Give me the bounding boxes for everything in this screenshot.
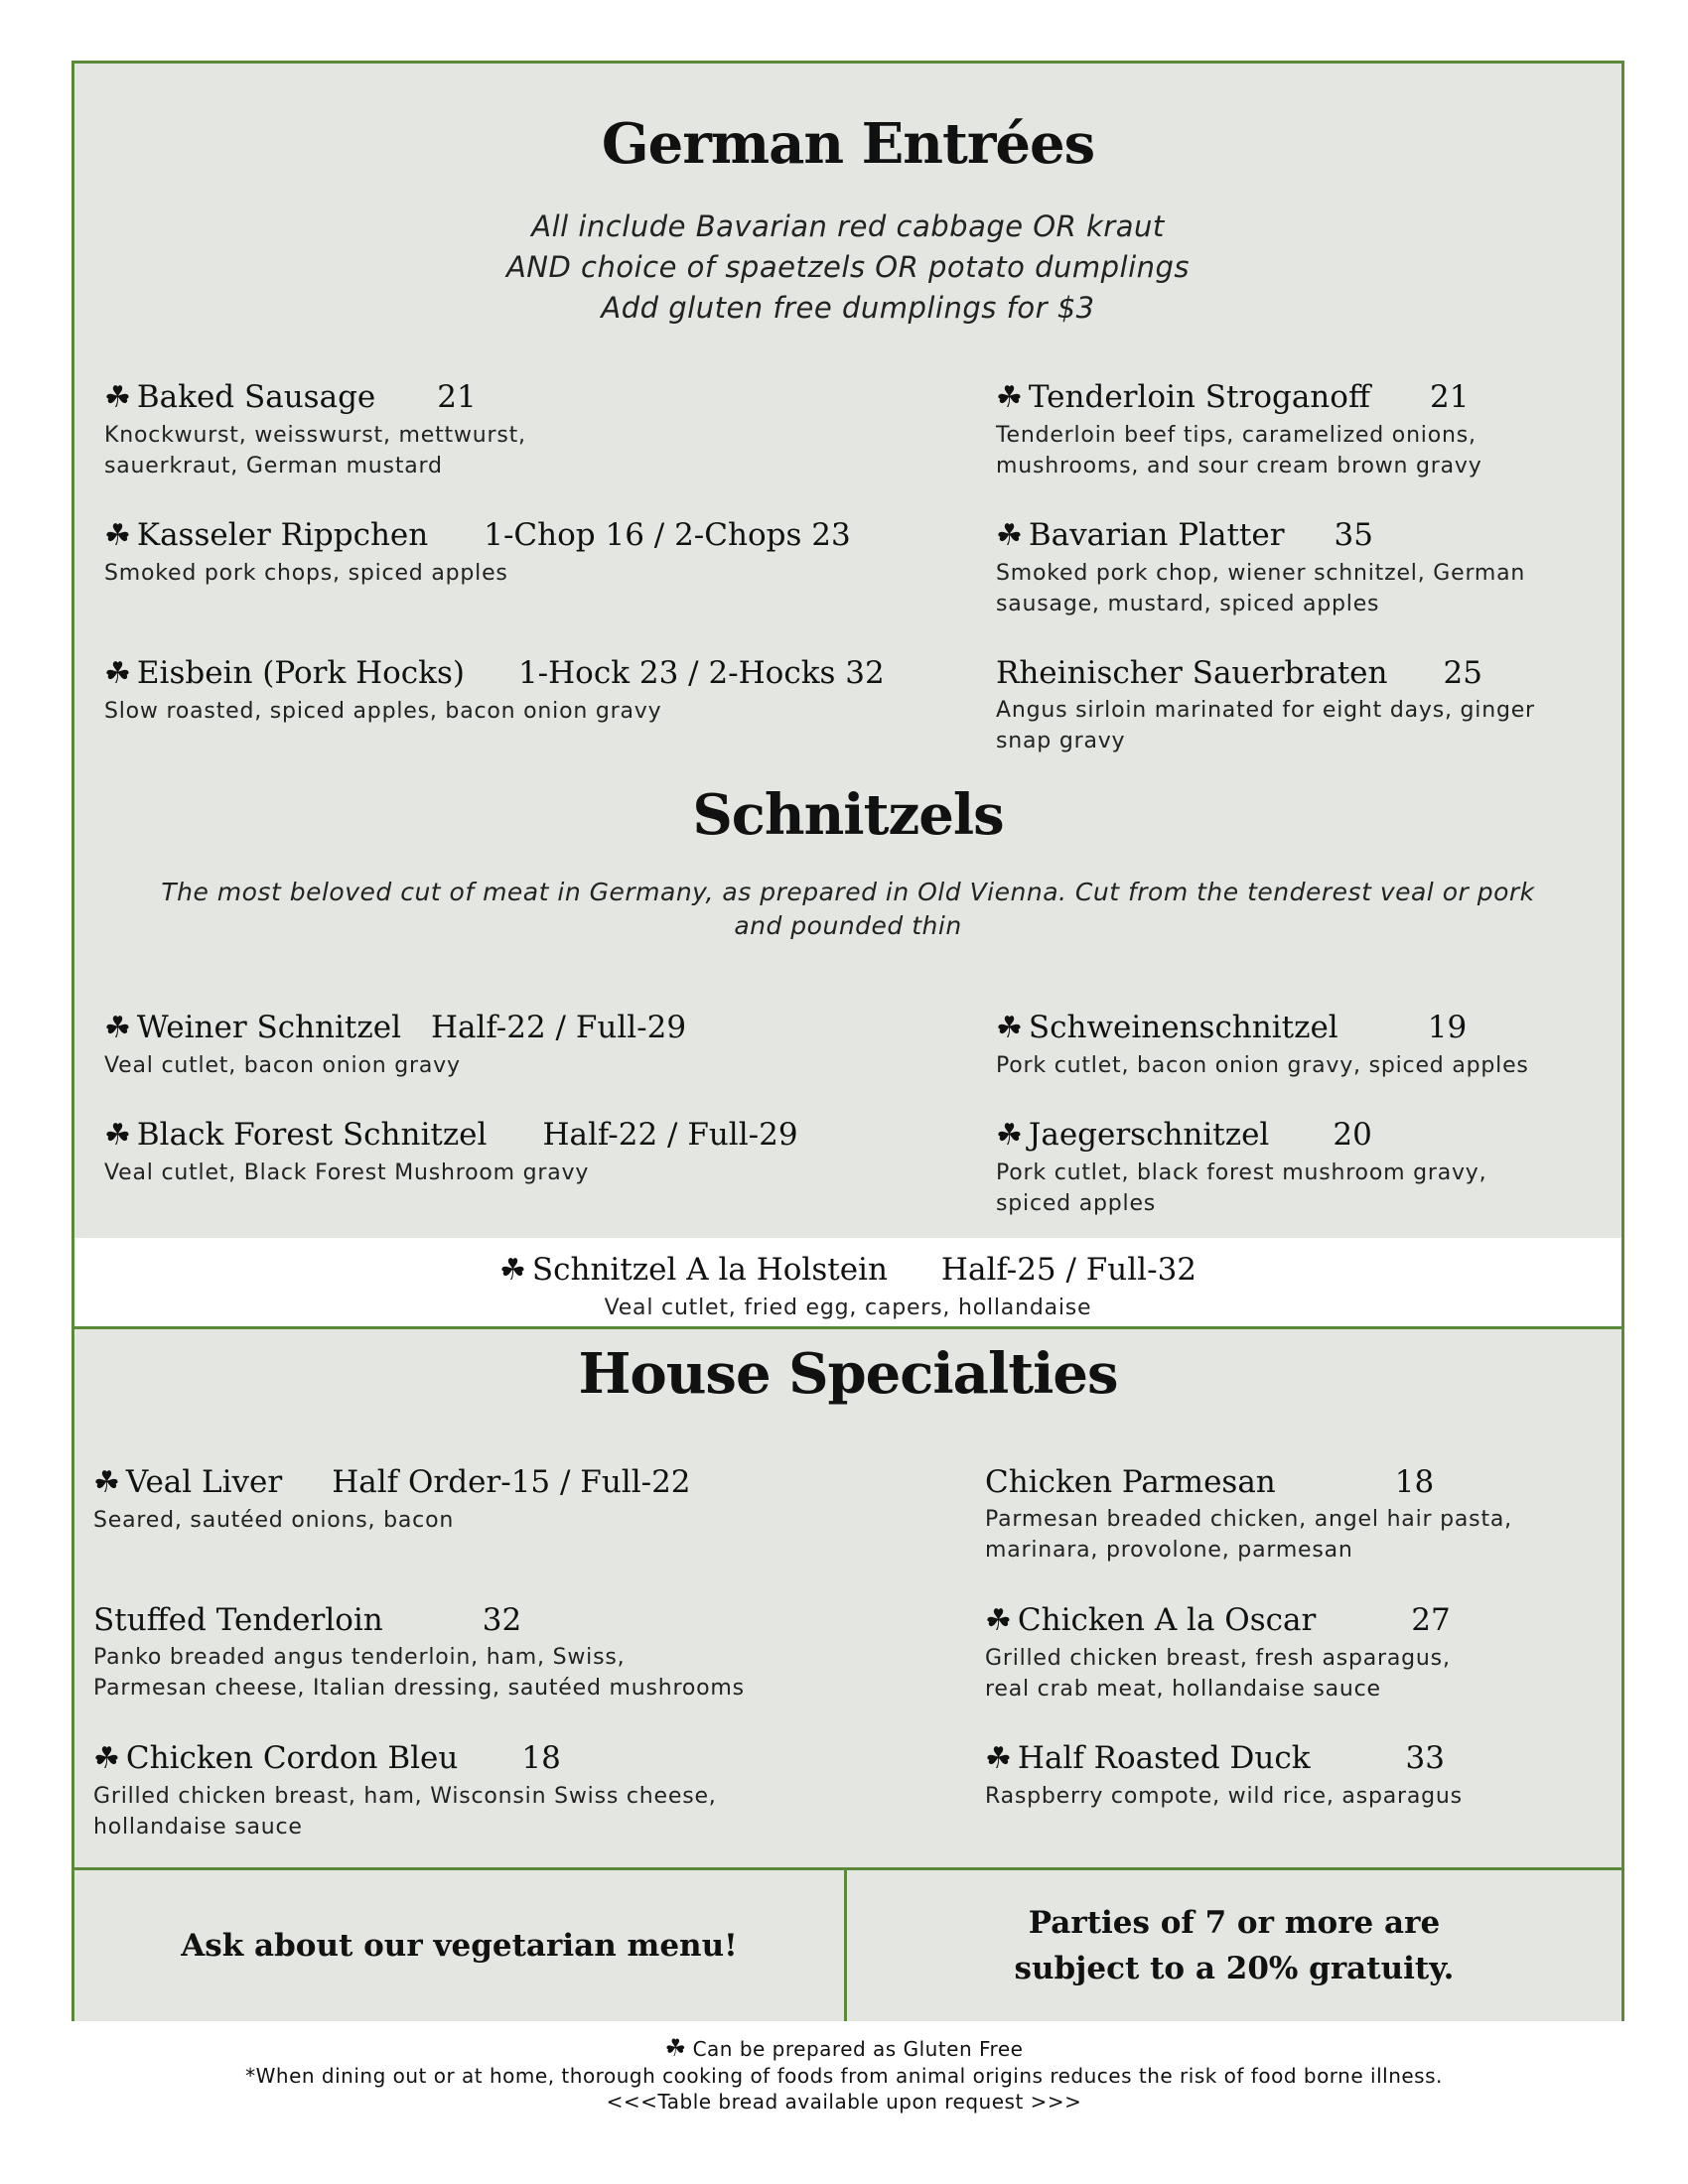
- item-name: Eisbein (Pork Hocks): [136, 655, 465, 691]
- shamrock-icon: ☘: [996, 1118, 1023, 1153]
- item-desc-line: snap gravy: [996, 729, 1126, 753]
- item-price: Half-25 / Full-32: [940, 1252, 1197, 1288]
- legend-text: Can be prepared as Gluten Free: [692, 2037, 1024, 2061]
- menu-item: [104, 377, 740, 481]
- item-name: Bavarian Platter: [1028, 517, 1285, 553]
- shamrock-icon: ☘: [996, 518, 1023, 553]
- item-price: 19: [1427, 1010, 1468, 1045]
- item-desc-line: real crab meat, hollandaise sauce: [985, 1677, 1381, 1702]
- menu-item: [996, 1008, 1631, 1081]
- shamrock-icon: ☘: [104, 656, 131, 691]
- item-name: Chicken Cordon Bleu: [125, 1740, 459, 1776]
- item-price: 1-Hock 23 / 2-Hocks 32: [517, 655, 885, 691]
- item-name: Black Forest Schnitzel: [136, 1117, 488, 1153]
- subtitle-line: All include Bavarian red cabbage OR kraut: [531, 209, 1165, 243]
- item-desc-line: Pork cutlet, bacon onion gravy, spiced apples: [996, 1053, 1529, 1078]
- menu-item: [93, 1462, 729, 1536]
- item-price: 18: [1394, 1464, 1435, 1500]
- vegetarian-callout: Ask about our vegetarian menu!: [181, 1928, 738, 1964]
- item-desc-line: spiced apples: [996, 1191, 1157, 1216]
- item-desc-line: Angus sirloin marinated for eight days, ginger: [996, 698, 1535, 723]
- item-name: Baked Sausage: [136, 379, 376, 415]
- shamrock-icon: ☘: [104, 1118, 131, 1153]
- menu-item: [104, 515, 851, 589]
- item-desc-line: Smoked pork chops, spiced apples: [104, 561, 508, 586]
- shamrock-icon: ☘: [664, 2034, 687, 2062]
- item-desc-line: Parmesan breaded chicken, angel hair pasta,: [985, 1507, 1512, 1532]
- item-name: Schweinenschnitzel: [1028, 1010, 1338, 1045]
- subtitle-line: and pounded thin: [734, 911, 962, 940]
- menu-item: [104, 1008, 740, 1081]
- schnitzels-subtitle: [74, 876, 1621, 943]
- menu-frame: [71, 61, 1624, 2021]
- item-desc-line: Parmesan cheese, Italian dressing, sautéed mushrooms: [93, 1676, 745, 1701]
- shamrock-icon: ☘: [985, 1741, 1012, 1776]
- gluten-free-legend: [0, 2035, 1688, 2063]
- item-price: Half-22 / Full-29: [430, 1010, 687, 1045]
- german-entrees-subtitle: [74, 206, 1621, 329]
- shamrock-icon: ☘: [996, 380, 1023, 415]
- item-price: 32: [482, 1602, 522, 1638]
- shamrock-icon: ☘: [104, 380, 131, 415]
- shamrock-icon: ☘: [985, 1603, 1012, 1638]
- item-name: Jaegerschnitzel: [1028, 1117, 1270, 1153]
- shamrock-icon: ☘: [104, 1011, 131, 1045]
- schnitzels-title: Schnitzels: [692, 782, 1004, 848]
- item-desc-line: mushrooms, and sour cream brown gravy: [996, 454, 1482, 478]
- item-desc-line: sauerkraut, German mustard: [104, 454, 443, 478]
- item-name: Chicken A la Oscar: [1017, 1602, 1317, 1638]
- shamrock-icon: ☘: [498, 1253, 526, 1288]
- item-price: 27: [1411, 1602, 1451, 1638]
- menu-item: [996, 377, 1631, 481]
- menu-item: [996, 1115, 1631, 1219]
- menu-item: [996, 653, 1631, 756]
- item-desc-line: Veal cutlet, bacon onion gravy: [104, 1053, 461, 1078]
- item-desc-line: marinara, provolone, parmesan: [985, 1538, 1353, 1563]
- menu-item: [93, 1600, 848, 1704]
- item-name: Kasseler Rippchen: [136, 517, 429, 553]
- item-price: 35: [1334, 517, 1373, 553]
- item-desc-line: Smoked pork chop, wiener schnitzel, German: [996, 561, 1526, 586]
- shamrock-icon: ☘: [93, 1741, 120, 1776]
- item-price: 21: [437, 379, 477, 415]
- item-desc-line: Knockwurst, weisswurst, mettwurst,: [104, 423, 526, 448]
- menu-item: [996, 515, 1631, 619]
- german-entrees-title: German Entrées: [601, 111, 1095, 177]
- shamrock-icon: ☘: [93, 1465, 120, 1500]
- shamrock-icon: ☘: [104, 518, 131, 553]
- item-name: Tenderloin Stroganoff: [1028, 379, 1370, 415]
- food-safety-disclaimer: *When dining out or at home, thorough cooking of foods from animal origins reduces the risk of food borne illness.: [245, 2064, 1443, 2088]
- item-desc-line: Panko breaded angus tenderloin, ham, Swiss,: [93, 1645, 626, 1670]
- item-name: Half Roasted Duck: [1017, 1740, 1311, 1776]
- item-price: Half-22 / Full-29: [542, 1117, 798, 1153]
- item-price: 21: [1429, 379, 1470, 415]
- item-price: 25: [1443, 655, 1482, 691]
- menu-item: [985, 1600, 1620, 1705]
- item-desc-line: Raspberry compote, wild rice, asparagus: [985, 1784, 1463, 1809]
- item-name: Stuffed Tenderloin: [93, 1602, 383, 1638]
- item-name: Schnitzel A la Holstein: [531, 1252, 888, 1288]
- menu-item: [985, 1462, 1620, 1566]
- house-specialties-panel: [74, 1326, 1621, 1867]
- subtitle-line: Add gluten free dumplings for $3: [601, 291, 1095, 325]
- shamrock-icon: ☘: [996, 1011, 1023, 1045]
- item-desc-line: Grilled chicken breast, ham, Wisconsin Swiss cheese,: [93, 1784, 717, 1809]
- item-name: Rheinischer Sauerbraten: [996, 655, 1388, 691]
- item-price: Half Order-15 / Full-22: [332, 1464, 691, 1500]
- item-name: Weiner Schnitzel: [136, 1010, 401, 1045]
- item-name: Veal Liver: [125, 1464, 283, 1500]
- item-desc-line: Pork cutlet, black forest mushroom gravy,: [996, 1160, 1487, 1185]
- callouts-panel: [74, 1867, 1621, 2021]
- menu-item: [104, 653, 885, 727]
- menu-item: [74, 1250, 1621, 1323]
- item-desc-line: Veal cutlet, fried egg, capers, hollandaise: [604, 1296, 1092, 1320]
- table-bread-note: <<<Table bread available upon request >>>: [606, 2090, 1082, 2114]
- gratuity-line: subject to a 20% gratuity.: [1014, 1951, 1455, 1986]
- gratuity-line: Parties of 7 or more are: [1028, 1905, 1441, 1941]
- holstein-band: [74, 1238, 1621, 1326]
- item-desc-line: Grilled chicken breast, fresh asparagus,: [985, 1646, 1451, 1671]
- subtitle-line: The most beloved cut of meat in Germany, as prepared in Old Vienna. Cut from the tenderest veal or pork: [161, 878, 1535, 906]
- entrees-schnitzels-panel: [74, 64, 1621, 1238]
- item-desc-line: Veal cutlet, Black Forest Mushroom gravy: [104, 1160, 590, 1185]
- item-price: 18: [521, 1740, 561, 1776]
- item-desc-line: Tenderloin beef tips, caramelized onions,: [996, 423, 1477, 448]
- menu-item: [985, 1738, 1620, 1812]
- item-desc-line: Slow roasted, spiced apples, bacon onion gravy: [104, 699, 662, 724]
- gratuity-callout: [847, 1870, 1621, 2021]
- item-desc-line: sausage, mustard, spiced apples: [996, 592, 1380, 616]
- item-price: 20: [1333, 1117, 1372, 1153]
- item-desc-line: hollandaise sauce: [93, 1815, 303, 1840]
- house-specialties-title: House Specialties: [578, 1341, 1118, 1407]
- item-price: 33: [1405, 1740, 1445, 1776]
- subtitle-line: AND choice of spaetzels OR potato dumplings: [505, 250, 1191, 284]
- menu-item: [104, 1115, 798, 1188]
- item-desc-line: Seared, sautéed onions, bacon: [93, 1508, 455, 1533]
- menu-item: [93, 1738, 848, 1843]
- item-name: Chicken Parmesan: [985, 1464, 1276, 1500]
- item-price: 1-Chop 16 / 2-Chops 23: [484, 517, 851, 553]
